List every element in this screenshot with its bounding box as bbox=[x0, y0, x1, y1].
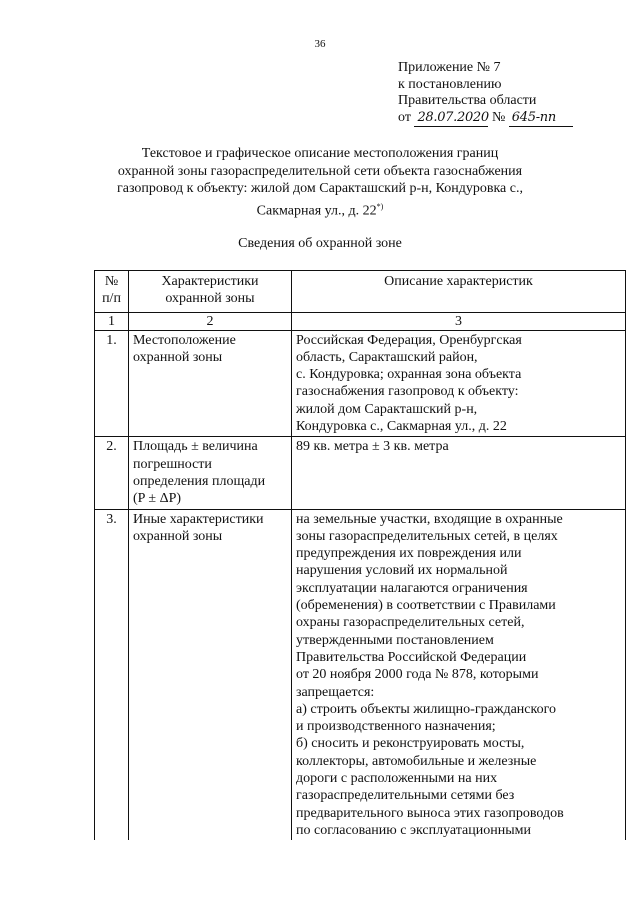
row-number: 2. bbox=[95, 437, 129, 509]
header-description bbox=[292, 271, 626, 313]
text-line: зоны газораспределительных сетей, в целях bbox=[296, 528, 558, 544]
appendix-date-line bbox=[398, 110, 618, 128]
header-characteristics-line-1: Характеристики bbox=[161, 274, 259, 289]
text-line: б) сносить и реконструировать мосты, bbox=[296, 736, 525, 752]
text-line: а) строить объекты жилищно-гражданского bbox=[296, 701, 556, 717]
column-number-row bbox=[95, 312, 626, 330]
characteristic-cell bbox=[129, 509, 292, 840]
text-line: дороги с расположенными на них bbox=[296, 771, 498, 787]
handwritten-number: 645-пп bbox=[509, 110, 573, 128]
text-line: нарушения условий их нормальной bbox=[296, 563, 508, 579]
header-characteristics-line-2: охранной зоны bbox=[165, 291, 255, 307]
column-number-1: 1 bbox=[95, 312, 129, 330]
table-header-row bbox=[95, 271, 626, 313]
text-line: жилой дом Саракташский р-н, bbox=[296, 401, 478, 417]
text-line: охранной зоны bbox=[133, 528, 223, 544]
text-line: коллекторы, автомобильные и железные bbox=[296, 753, 537, 769]
text-line: охраны газораспределительных сетей, bbox=[296, 615, 525, 631]
text-line: запрещается: bbox=[296, 684, 375, 700]
page-number: 36 bbox=[314, 38, 326, 50]
characteristic-cell bbox=[129, 437, 292, 509]
protection-zone-table bbox=[94, 270, 626, 840]
text-line: (P ± ΔP) bbox=[133, 491, 182, 507]
text-line: Площадь ± величина bbox=[133, 439, 258, 455]
text-line: предварительного выноса этих газопроводов bbox=[296, 805, 564, 821]
text-line: Правительства Российской Федерации bbox=[296, 649, 527, 665]
column-number-2: 2 bbox=[129, 312, 292, 330]
text-line: эксплуатации налагаются ограничения bbox=[296, 580, 528, 596]
title-line-1: Текстовое и графическое описание местоположения границ bbox=[141, 146, 499, 161]
text-line: определения площади bbox=[133, 473, 266, 489]
title-line-2: охранной зоны газораспределительной сети объекта газоснабжения bbox=[117, 163, 523, 179]
header-number-line-2: п/п bbox=[102, 291, 121, 307]
header-number bbox=[95, 271, 129, 313]
title-line-3: газопровод к объекту: жилой дом Саракташский р-н, Кондуровка с., bbox=[117, 181, 523, 196]
description-cell bbox=[292, 509, 626, 840]
text-line: на земельные участки, входящие в охранные bbox=[296, 511, 563, 527]
column-number-3: 3 bbox=[292, 312, 626, 330]
text-line: охранной зоны bbox=[133, 349, 223, 365]
text-line: Российская Федерация, Оренбургская bbox=[296, 332, 522, 348]
text-line: 89 кв. метра ± 3 кв. метра bbox=[296, 439, 449, 455]
table-row bbox=[95, 330, 626, 437]
text-line: Иные характеристики bbox=[133, 511, 264, 527]
title-line-4-text: Сакмарная ул., д. 22 bbox=[256, 203, 377, 219]
title-line-4 bbox=[60, 198, 580, 220]
table-row bbox=[95, 437, 626, 509]
appendix-line-3: Правительства области bbox=[398, 93, 537, 108]
text-line: газораспределительными сетями без bbox=[296, 788, 515, 804]
description-cell bbox=[292, 437, 626, 509]
document-title bbox=[60, 145, 580, 220]
text-line: и производственного назначения; bbox=[296, 719, 496, 735]
footnote-mark: *) bbox=[376, 201, 384, 211]
handwritten-date: 28.07.2020 bbox=[414, 110, 488, 128]
header-characteristics bbox=[129, 271, 292, 313]
text-line: газоснабжения газопровод к объекту: bbox=[296, 384, 519, 400]
section-title: Сведения об охранной зоне bbox=[238, 236, 402, 251]
text-line: (обременения) в соответствии с Правилами bbox=[296, 598, 556, 614]
text-line: утвержденными постановлением bbox=[296, 632, 494, 648]
text-line: погрешности bbox=[133, 456, 212, 472]
header-number-line-1: № bbox=[104, 274, 119, 289]
text-line: Местоположение bbox=[133, 332, 236, 348]
from-label: от bbox=[398, 109, 411, 125]
description-cell bbox=[292, 330, 626, 437]
text-line: область, Саракташский район, bbox=[296, 349, 478, 365]
text-line: Кондуровка с., Сакмарная ул., д. 22 bbox=[296, 419, 507, 435]
characteristic-cell bbox=[129, 330, 292, 437]
appendix-block bbox=[398, 60, 618, 127]
appendix-line-2: к постановлению bbox=[398, 76, 502, 92]
table-row bbox=[95, 509, 626, 840]
appendix-line-1: Приложение № 7 bbox=[398, 60, 501, 75]
text-line: с. Кондуровка; охранная зона объекта bbox=[296, 367, 522, 383]
header-description-line-1: Описание характеристик bbox=[384, 274, 533, 289]
text-line: по согласованию с эксплуатационными bbox=[296, 822, 531, 838]
row-number: 1. bbox=[95, 330, 129, 437]
text-line: от 20 ноября 2000 года № 878, которыми bbox=[296, 667, 539, 683]
row-number: 3. bbox=[95, 509, 129, 840]
number-label: № bbox=[491, 109, 506, 125]
text-line: предупреждения их повреждения или bbox=[296, 546, 522, 562]
